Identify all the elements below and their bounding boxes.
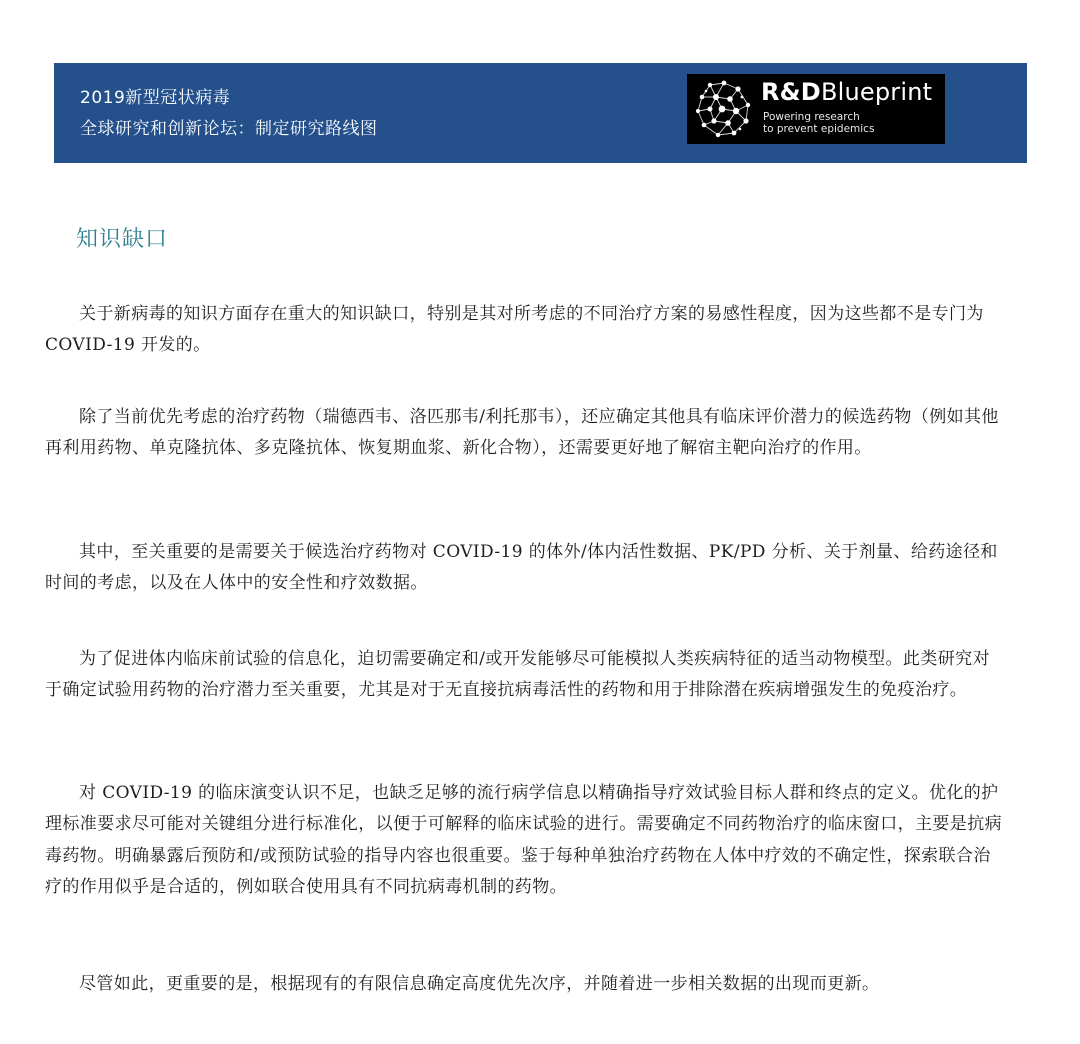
paragraph-2: 除了当前优先考虑的治疗药物（瑞德西韦、洛匹那韦/利托那韦），还应确定其他具有临床评价潜力的候选药物（例如其他再利用药物、单克隆抗体、多克隆抗体、恢复期血浆、新化合物），还需要更好地了解宿主靶向治疗的作用。 bbox=[45, 407, 999, 459]
logo-tagline-line-1: Powering research bbox=[763, 111, 860, 123]
paragraph-5: 对 COVID-19 的临床演变认识不足，也缺乏足够的流行病学信息以精确指导疗效试验目标人群和终点的定义。优化的护理标准要求尽可能对关键组分进行标准化，以便于可解释的临床试验的进行。需要确定不同药物治疗的临床窗口，主要是抗病毒药物。明确暴露后预防和/或预防试验的指导内容也很重要。鉴于每种单独治疗药物在人体中疗效的不确定性，探索联合治疗的作用似乎是合适的，例如联合使用具有不同抗病毒机制的药物。 bbox=[45, 783, 1002, 898]
logo-wordmark bbox=[761, 78, 932, 106]
banner-title-line-1: 2019新型冠状病毒 bbox=[80, 88, 231, 108]
banner-title-line-2: 全球研究和创新论坛：制定研究路线图 bbox=[80, 119, 378, 139]
logo-tagline-line-2: to prevent epidemics bbox=[763, 123, 875, 135]
network-globe-icon bbox=[690, 77, 754, 141]
paragraph-1: 关于新病毒的知识方面存在重大的知识缺口，特别是其对所考虑的不同治疗方案的易感性程度，因为这些都不是专门为 COVID-19 开发的。 bbox=[45, 304, 984, 356]
paragraph-3: 其中，至关重要的是需要关于候选治疗药物对 COVID-19 的体外/体内活性数据、PK/PD 分析、关于剂量、给药途径和时间的考虑，以及在人体中的安全性和疗效数据。 bbox=[45, 542, 998, 594]
paragraph-6: 尽管如此，更重要的是，根据现有的有限信息确定高度优先次序，并随着进一步相关数据的出现而更新。 bbox=[79, 974, 880, 994]
rd-blueprint-logo bbox=[687, 74, 945, 144]
logo-wordmark-light: Blueprint bbox=[820, 78, 933, 106]
logo-wordmark-bold: R&D bbox=[761, 78, 821, 106]
section-heading: 知识缺口 bbox=[76, 227, 169, 252]
logo-tagline bbox=[763, 111, 874, 135]
header-banner bbox=[54, 63, 1027, 163]
paragraph-4: 为了促进体内临床前试验的信息化，迫切需要确定和/或开发能够尽可能模拟人类疾病特征的适当动物模型。此类研究对于确定试验用药物的治疗潜力至关重要，尤其是对于无直接抗病毒活性的药物和用于排除潜在疾病增强发生的免疫治疗。 bbox=[45, 649, 990, 701]
